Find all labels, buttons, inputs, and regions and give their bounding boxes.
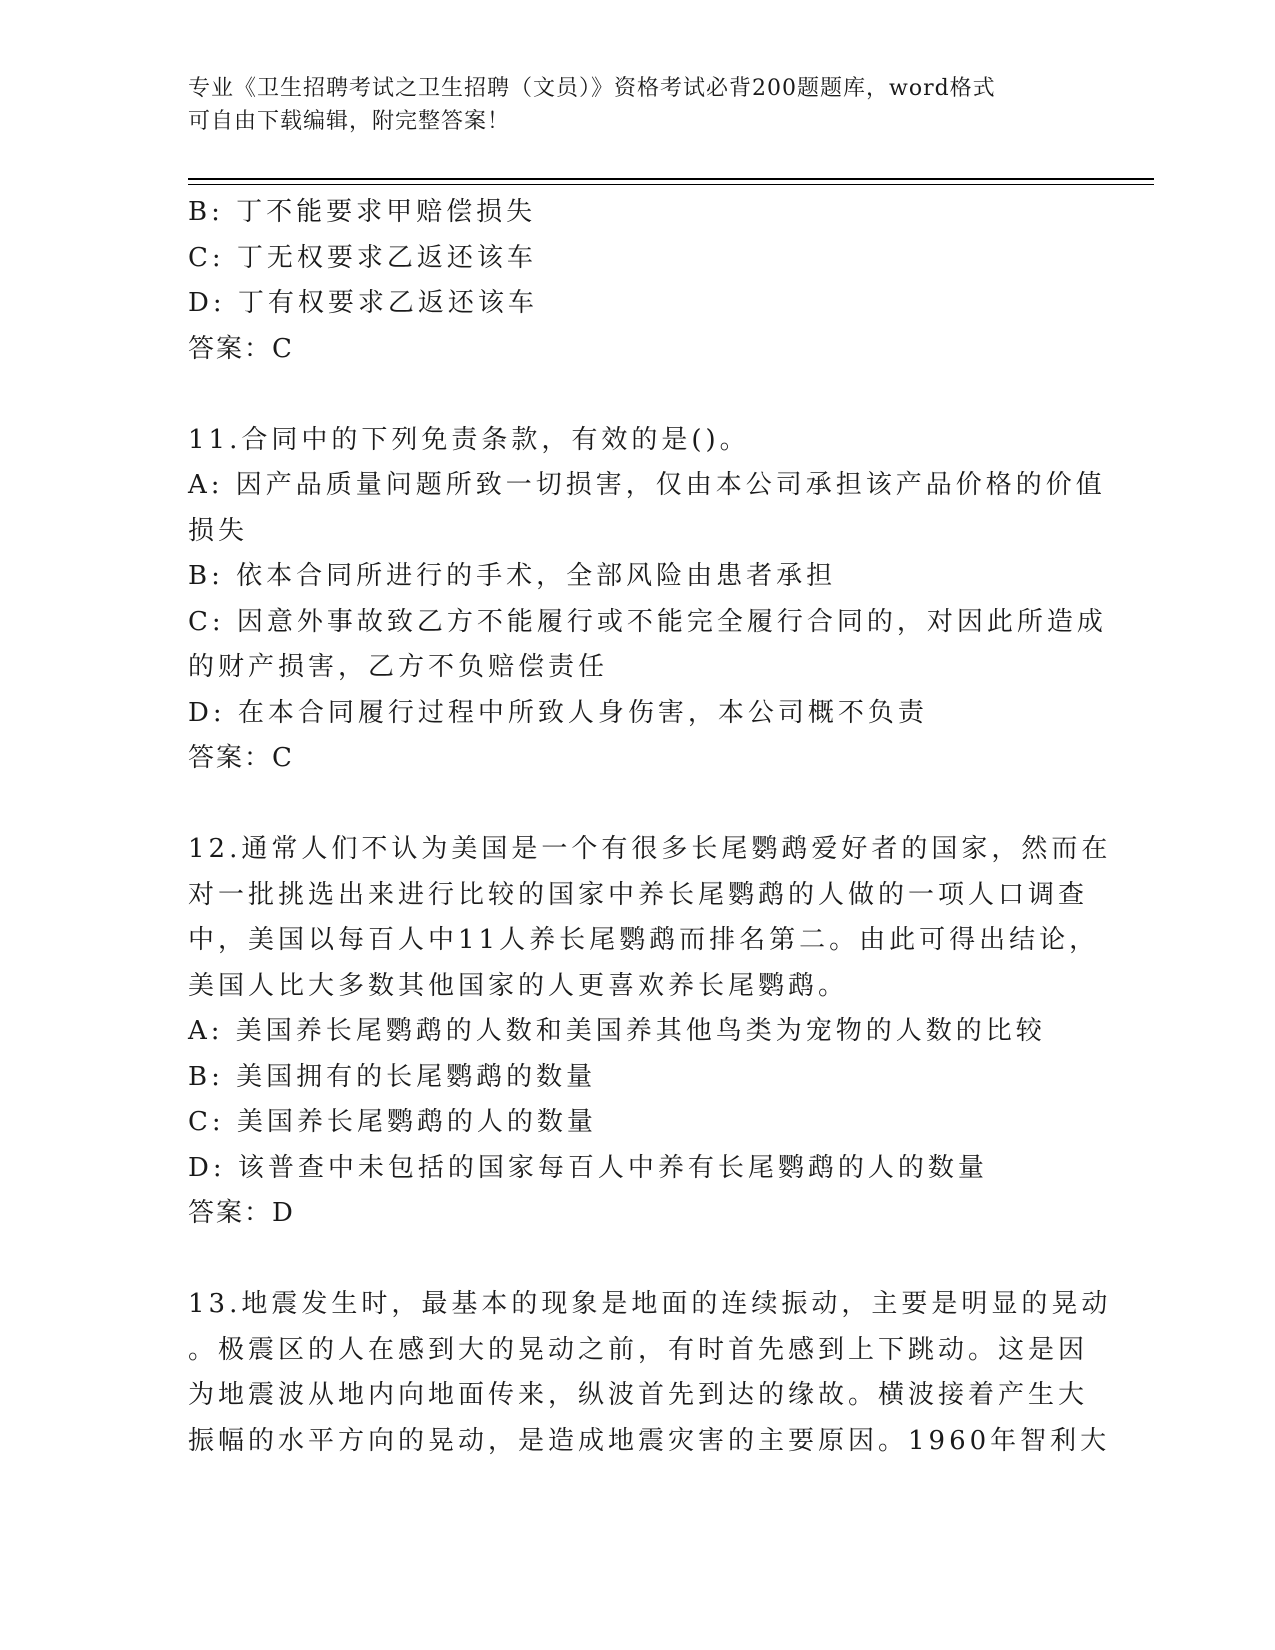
q10-option-c: C: 丁无权要求乙返还该车 (188, 242, 537, 273)
spacer (188, 782, 1088, 828)
question-content (188, 190, 1112, 1464)
q11-option-a: A: 因产品质量问题所致一切损害，仅由本公司承担该产品价格的价值 (188, 470, 1106, 500)
spacer (188, 372, 1088, 418)
header-divider-thin (188, 184, 1154, 185)
q12-stem-line-1: 12.通常人们不认为美国是一个有很多长尾鹦鹉爱好者的国家，然而在 (188, 834, 1112, 864)
document-header (188, 72, 1068, 138)
q12-option-b: B: 美国拥有的长尾鹦鹉的数量 (188, 1061, 597, 1092)
q10-answer: 答案：C (188, 333, 294, 364)
header-line-1: 专业《卫生招聘考试之卫生招聘（文员）》资格考试必背200题题库，word格式 (188, 76, 996, 101)
q10-option-d: D: 丁有权要求乙返还该车 (188, 288, 538, 318)
q11-option-a-cont: 损失 (188, 515, 249, 546)
q12-option-c: C: 美国养长尾鹦鹉的人的数量 (188, 1107, 597, 1137)
q11-option-c-cont: 的财产损害，乙方不负赔偿责任 (188, 652, 609, 682)
q12-stem-line-3: 中，美国以每百人中11人养长尾鹦鹉而排名第二。由此可得出结论， (188, 925, 1100, 955)
q13-stem-line-1: 13.地震发生时，最基本的现象是地面的连续振动，主要是明显的晃动 (188, 1289, 1112, 1319)
q12-option-a: A: 美国养长尾鹦鹉的人数和美国养其他鸟类为宠物的人数的比较 (188, 1016, 1046, 1046)
q13-stem-line-4: 振幅的水平方向的晃动，是造成地震灾害的主要原因。1960年智利大 (188, 1425, 1111, 1456)
spacer (188, 1237, 1088, 1283)
q12-answer: 答案：D (188, 1198, 295, 1228)
q12-stem-line-2: 对一批挑选出来进行比较的国家中养长尾鹦鹉的人做的一项人口调查 (188, 879, 1089, 910)
q11-stem: 11.合同中的下列免责条款，有效的是()。 (188, 424, 750, 455)
q11-option-d: D: 在本合同履行过程中所致人身伤害，本公司概不负责 (188, 697, 928, 728)
q13-stem-line-3: 为地震波从地内向地面传来，纵波首先到达的缘故。横波接着产生大 (188, 1380, 1089, 1410)
q13-stem-line-2: 。极震区的人在感到大的晃动之前，有时首先感到上下跳动。这是因 (188, 1334, 1089, 1365)
header-divider-thick (188, 178, 1154, 180)
q11-option-b: B: 依本合同所进行的手术，全部风险由患者承担 (188, 561, 837, 591)
q11-answer: 答案：C (188, 743, 294, 773)
q11-option-c: C: 因意外事故致乙方不能履行或不能完全履行合同的，对因此所造成 (188, 606, 1107, 637)
q12-option-d: D: 该普查中未包括的国家每百人中养有长尾鹦鹉的人的数量 (188, 1152, 988, 1183)
q12-stem-line-4: 美国人比大多数其他国家的人更喜欢养长尾鹦鹉。 (188, 970, 849, 1001)
header-line-2: 可自由下载编辑，附完整答案！ (188, 109, 511, 134)
q10-option-b: B: 丁不能要求甲赔偿损失 (188, 197, 537, 227)
